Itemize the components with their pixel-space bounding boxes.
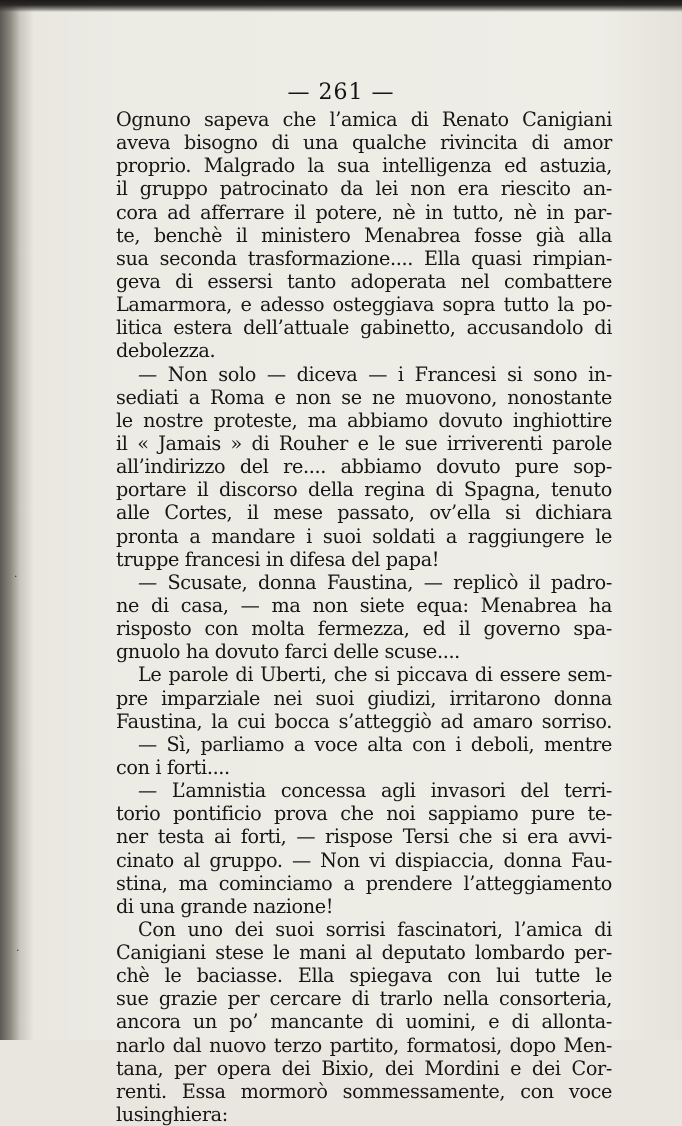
text-line: Lamarmora, e adesso osteggiava sopra tutto la po-: [116, 293, 612, 317]
text-line: ner testa ai forti, — rispose Tersi che si era avvi-: [116, 825, 612, 849]
text-line: litica estera dell’attuale gabinetto, accusandolo di: [116, 316, 612, 340]
text-line: — Scusate, donna Faustina, — replicò il padro-: [138, 570, 612, 594]
text-line: — L’amnistia concessa agli invasori del terri-: [138, 779, 612, 803]
text-line: proprio. Malgrado la sua intelligenza ed astuzia,: [116, 154, 612, 178]
text-line: sediati a Roma e non se ne muovono, nonostante: [116, 385, 612, 409]
page-number: — 261 —: [287, 80, 395, 105]
text-line: sua seconda trasformazione.... Ella quasi rimpian-: [116, 246, 612, 270]
text-line: renti. Essa mormorò sommessamente, con voce: [116, 1079, 612, 1103]
text-line: pronta a mandare i suoi soldati a raggiungere le: [116, 524, 612, 548]
text-line: — Sì, parliamo a voce alta con i deboli, mentre: [138, 732, 612, 756]
text-line: debolezza.: [116, 339, 216, 363]
text-line: risposto con molta fermezza, ed il governo spa-: [116, 617, 612, 641]
text-line: cora ad afferrare il potere, nè in tutto, nè in par-: [116, 200, 612, 224]
text-line: geva di essersi tanto adoperata nel combattere: [116, 269, 612, 293]
text-line: truppe francesi in difesa del papa!: [116, 547, 440, 571]
text-line: all’indirizzo del re.... abbiamo dovuto pure sop-: [116, 455, 612, 479]
text-line: ancora un po’ mancante di uomini, e di allonta-: [116, 1010, 612, 1034]
text-line: Con uno dei suoi sorrisi fascinatori, l’amica di: [138, 917, 612, 941]
text-line: cinato al gruppo. — Non vi dispiaccia, donna Fau-: [116, 848, 612, 872]
text-line: Le parole di Uberti, che si piccava di essere sem-: [138, 663, 612, 687]
text-line: lusinghiera:: [116, 1103, 228, 1126]
text-line: tana, per opera dei Bixio, dei Mordini e dei Cor-: [116, 1056, 612, 1080]
text-line: gnuolo ha dovuto farci delle scuse....: [116, 640, 460, 664]
text-line: con i forti....: [116, 755, 230, 779]
text-line: pre imparziale nei suoi giudizi, irritarono donna: [116, 686, 612, 710]
text-line: il « Jamais » di Rouher e le sue irriverenti parole: [116, 431, 612, 455]
body-text: [116, 108, 612, 1126]
text-line: sue grazie per cercare di trarlo nella consorteria,: [116, 987, 612, 1011]
text-line: chè le baciasse. Ella spiegava con lui tutte le: [116, 964, 612, 988]
text-line: ne di casa, — ma non siete equa: Menabrea ha: [116, 593, 612, 617]
text-line: Canigiani stese le mani al deputato lombardo per-: [116, 941, 612, 965]
page-top-edge-shadow: [0, 0, 682, 12]
text-line: narlo dal nuovo terzo partito, formatosi, dopo Men-: [116, 1033, 612, 1057]
text-line: te, benchè il ministero Menabrea fosse già alla: [116, 223, 612, 247]
text-line: portare il discorso della regina di Spagna, tenuto: [116, 478, 612, 502]
text-line: di una grande nazione!: [116, 894, 334, 918]
text-line: alle Cortes, il mese passato, ov’ella si dichiara: [116, 501, 612, 525]
text-line: Faustina, la cui bocca s’atteggiò ad amaro sorriso.: [116, 709, 612, 733]
text-line: Ognuno sapeva che l’amica di Renato Canigiani: [116, 108, 612, 131]
text-line: il gruppo patrocinato da lei non era riescito an-: [116, 177, 612, 201]
text-line: — Non solo — diceva — i Francesi si sono in-: [138, 362, 612, 386]
text-line: torio pontificio prova che noi sappiamo pure te-: [116, 802, 612, 826]
text-line: le nostre proteste, ma abbiamo dovuto inghiottire: [116, 408, 612, 432]
text-line: aveva bisogno di una qualche rivincita di amor: [116, 131, 612, 155]
margin-speck: ·: [16, 944, 20, 957]
text-line: stina, ma cominciamo a prendere l’atteggiamento: [116, 871, 612, 895]
margin-speck: ·: [14, 570, 18, 583]
